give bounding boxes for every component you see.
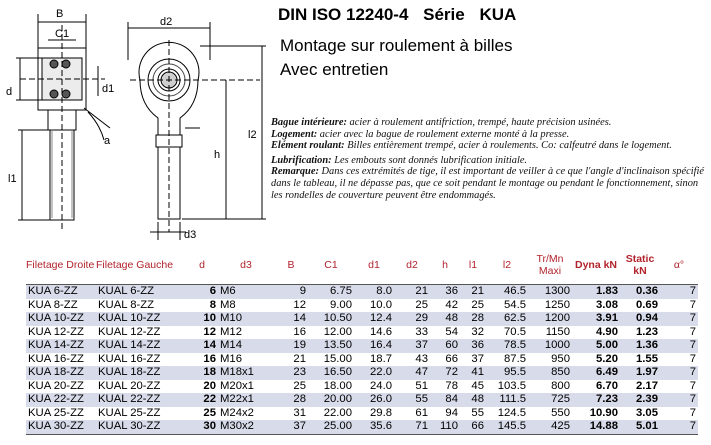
table-cell: 18	[186, 366, 218, 380]
col-static: Static kN	[625, 253, 655, 277]
table-cell: 1200	[528, 312, 572, 326]
table-cell: 78	[445, 379, 458, 392]
table-row	[26, 380, 698, 394]
table-cell: 14.6	[370, 325, 392, 338]
col-d2: d2	[406, 259, 418, 271]
table-cell: 14.88	[572, 420, 620, 434]
table-cell: 1000	[528, 339, 572, 353]
table-cell: 21	[394, 285, 430, 299]
table-cell: 21	[460, 285, 486, 299]
table-cell: KUA 8-ZZ	[28, 298, 78, 311]
subtitle-line-1: Montage sur roulement à billes	[280, 36, 513, 55]
table-cell: 37	[394, 339, 430, 353]
table-cell: 16.50	[308, 366, 354, 380]
table-cell: KUA 12-ZZ	[28, 325, 84, 338]
col-d3: d3	[240, 259, 252, 271]
table-cell: 110	[430, 420, 460, 434]
table-cell: 48	[460, 393, 486, 407]
table-cell: 10.0	[370, 298, 392, 311]
table-cell: 60	[430, 339, 460, 353]
table-cell: 32	[471, 325, 484, 338]
table-cell: 12	[203, 325, 216, 338]
table-cell: 70.5	[504, 325, 526, 338]
table-cell: 51	[415, 379, 428, 392]
table-row	[26, 312, 698, 326]
series-name: KUA	[479, 5, 517, 24]
table-cell: M14	[218, 339, 274, 353]
table-cell: 7.23	[572, 393, 620, 407]
table-cell: 124.5	[497, 406, 526, 419]
table-cell: 7	[660, 420, 698, 434]
table-cell: 41	[460, 366, 486, 380]
col-droite: Filetage Droite	[26, 259, 95, 271]
table-cell: KUAL 6-ZZ	[96, 285, 186, 299]
table-cell: KUA 22-ZZ	[26, 393, 96, 407]
table-cell: 9	[274, 285, 308, 299]
table-cell: KUA 6-ZZ	[26, 285, 96, 299]
table-cell: 1150	[545, 325, 570, 338]
table-cell: 0.69	[636, 298, 658, 311]
table-row	[26, 326, 698, 340]
table-cell: 22	[186, 393, 218, 407]
table-cell: 2.39	[620, 393, 660, 407]
table-cell: 28	[274, 393, 308, 407]
table-cell: 6	[186, 285, 218, 299]
table-cell: 3.08	[596, 298, 618, 311]
table-cell: KUAL 8-ZZ	[98, 298, 155, 311]
table-cell: 35.6	[354, 420, 394, 434]
table-cell: M12	[220, 325, 242, 338]
description-item: Remarque: Dans ces extrémités de tige, il est important de veiller à ce que l'angle d'inclinaison spécifié dans le tableau, il ne dépasse pas, que ce soit pendant le montage ou pendant le fonctionnement, sinon les rondelles de couverture peuvent être endommagés.	[271, 166, 704, 201]
table-cell: 78.5	[486, 339, 528, 353]
table-cell: 7	[660, 312, 698, 326]
table-cell: 1300	[528, 285, 572, 299]
table-cell: KUA 14-ZZ	[26, 339, 96, 353]
label-l2: l2	[248, 129, 257, 141]
table-cell: 111.5	[486, 393, 528, 407]
table-cell: 42	[445, 298, 458, 311]
table-cell: 12.00	[323, 325, 352, 338]
table-cell: M10	[218, 312, 274, 326]
table-cell: 5.01	[620, 420, 660, 434]
table-cell: 7	[689, 298, 696, 311]
table-cell: 7	[689, 379, 696, 392]
table-cell: 20.00	[308, 393, 354, 407]
table-cell: 54.5	[504, 298, 526, 311]
table-cell: 87.5	[504, 352, 526, 365]
table-cell: KUA 25-ZZ	[28, 406, 84, 419]
label-d3: d3	[184, 229, 197, 241]
col-speed: Tr/Mn Maxi	[536, 253, 564, 277]
table-row	[26, 366, 698, 380]
table-cell: KUAL 25-ZZ	[98, 406, 161, 419]
table-cell: 20	[203, 379, 216, 392]
table-cell: KUAL 16-ZZ	[98, 352, 161, 365]
table-cell: 45	[471, 379, 484, 392]
table-cell: KUA 30-ZZ	[26, 420, 96, 434]
table-cell: 36	[460, 339, 486, 353]
table-cell: 9.00	[330, 298, 352, 311]
label-d1: d1	[102, 83, 115, 95]
table-cell: 1250	[544, 298, 570, 311]
subtitle-line-2: Avec entretien	[280, 60, 389, 79]
description	[271, 117, 709, 201]
table-cell: 31	[293, 406, 306, 419]
table-cell: 1.55	[636, 352, 658, 365]
table-cell: 12	[293, 298, 306, 311]
label-C1: C1	[55, 28, 70, 40]
col-l1: l1	[468, 259, 478, 271]
col-dyna: Dyna kN	[574, 259, 617, 271]
table-cell: 13.50	[308, 339, 354, 353]
table-cell: M18x1	[218, 366, 274, 380]
series-label: Série	[423, 5, 465, 24]
col-d1: d1	[368, 259, 380, 271]
table-cell: 800	[551, 379, 570, 392]
description-item: Lubrification: Les embouts sont donnés lubrification initiale.	[271, 154, 528, 166]
table-cell: 26.0	[354, 393, 394, 407]
table-cell: M30x2	[218, 420, 274, 434]
col-h: h	[442, 259, 448, 271]
table-row	[26, 353, 698, 367]
label-alpha: a	[104, 135, 111, 147]
table-cell: 16	[203, 352, 216, 365]
table-cell: 61	[415, 406, 428, 419]
table-cell: 103.5	[497, 379, 526, 392]
table-cell: 43	[415, 352, 428, 365]
table-header-row	[26, 246, 698, 285]
table-cell: 6.49	[572, 366, 620, 380]
table-cell: KUAL 20-ZZ	[98, 379, 161, 392]
table-cell: 84	[430, 393, 460, 407]
table-cell: M22x1	[218, 393, 274, 407]
table-cell: M20x1	[220, 379, 254, 392]
table-cell: 72	[430, 366, 460, 380]
table-cell: M6	[218, 285, 274, 299]
table-cell: 145.5	[486, 420, 528, 434]
table-cell: 8.0	[354, 285, 394, 299]
table-cell: 16.4	[354, 339, 394, 353]
table-cell: 6.75	[308, 285, 354, 299]
table-cell: 5.00	[572, 339, 620, 353]
table-cell: 1.97	[620, 366, 660, 380]
table-cell: 10	[186, 312, 218, 326]
table-row	[26, 299, 698, 313]
table-cell: KUA 20-ZZ	[28, 379, 84, 392]
table-cell: KUA 16-ZZ	[28, 352, 84, 365]
table-cell: 33	[415, 325, 428, 338]
table-cell: 14	[186, 339, 218, 353]
table-cell: 7	[689, 406, 696, 419]
table-cell: 10.90	[589, 406, 618, 419]
table-cell: 14	[274, 312, 308, 326]
table-cell: KUAL 30-ZZ	[96, 420, 186, 434]
table-cell: 25	[293, 379, 306, 392]
table-cell: 29.8	[370, 406, 392, 419]
table-cell: 36	[430, 285, 460, 299]
table-cell: 46.5	[486, 285, 528, 299]
table-cell: 12.4	[354, 312, 394, 326]
table-cell: 23	[274, 366, 308, 380]
table-cell: 8	[209, 298, 216, 311]
table-cell: 3.91	[572, 312, 620, 326]
standard-name: DIN ISO 12240-4	[278, 5, 409, 24]
table-cell: 950	[551, 352, 570, 365]
table-cell: KUAL 14-ZZ	[96, 339, 186, 353]
table-row	[26, 339, 698, 353]
col-C1: C1	[324, 259, 338, 271]
description-item: Logement: acier avec la bague de roulement externe monté à la presse.	[271, 128, 570, 140]
table-cell: 7	[660, 393, 698, 407]
label-l1: l1	[8, 173, 17, 185]
table-cell: M16	[220, 352, 242, 365]
table-cell: 7	[689, 352, 696, 365]
description-item: Elément roulant: Billes entièrement trempé, acier à roulements. Co: calfeutré dans le logement.	[271, 140, 672, 152]
description-item: Bague intérieure: acier à roulement antifriction, trempé, haute précision usinées.	[271, 117, 612, 128]
table-cell: 2.17	[636, 379, 658, 392]
table-cell: KUA 10-ZZ	[26, 312, 96, 326]
table-cell: 3.05	[636, 406, 658, 419]
table-cell: 71	[394, 420, 430, 434]
table-cell: 28	[460, 312, 486, 326]
table-cell: 30	[186, 420, 218, 434]
table-cell: KUAL 12-ZZ	[98, 325, 161, 338]
table-row	[26, 393, 698, 407]
table-cell: 15.00	[323, 352, 352, 365]
table-cell: 850	[528, 366, 572, 380]
table-cell: 95.5	[486, 366, 528, 380]
table-cell: 54	[445, 325, 458, 338]
table-cell: KUAL 22-ZZ	[96, 393, 186, 407]
table-cell: 6.70	[596, 379, 618, 392]
table-cell: 18.00	[323, 379, 352, 392]
table-cell: 725	[528, 393, 572, 407]
table-cell: 21	[293, 352, 306, 365]
table-cell: 24.0	[370, 379, 392, 392]
table-cell: 18.7	[370, 352, 392, 365]
table-cell: 29	[394, 312, 430, 326]
table-cell: 25.00	[308, 420, 354, 434]
table-cell: 19	[274, 339, 308, 353]
table-cell: 25	[415, 298, 428, 311]
table-cell: 550	[551, 406, 570, 419]
table-cell: 7	[660, 285, 698, 299]
label-d: d	[6, 86, 13, 98]
table-row	[26, 285, 698, 299]
table-cell: 4.90	[596, 325, 618, 338]
table-row	[26, 407, 698, 421]
table-cell: 1.23	[636, 325, 658, 338]
table-cell: 55	[394, 393, 430, 407]
table-cell: 25	[203, 406, 216, 419]
table-cell: 425	[528, 420, 572, 434]
table-cell: 66	[460, 420, 486, 434]
table-cell: 22.0	[354, 366, 394, 380]
table-cell: 94	[445, 406, 458, 419]
table-cell: 66	[445, 352, 458, 365]
label-d2: d2	[160, 16, 173, 28]
col-d: d	[199, 259, 205, 271]
label-B: B	[56, 8, 64, 20]
spec-table	[26, 246, 698, 435]
label-h: h	[214, 149, 221, 161]
table-cell: KUAL 18-ZZ	[96, 366, 186, 380]
col-angle: α°	[673, 259, 685, 271]
table-cell: 7	[660, 339, 698, 353]
table-cell: 22.00	[323, 406, 352, 419]
table-cell: 48	[430, 312, 460, 326]
table-cell: KUA 18-ZZ	[26, 366, 96, 380]
table-cell: 0.36	[620, 285, 660, 299]
table-cell: 1.36	[620, 339, 660, 353]
table-row	[26, 420, 698, 434]
title	[278, 5, 526, 25]
table-cell: 62.5	[486, 312, 528, 326]
table-cell: 7	[689, 325, 696, 338]
technical-drawing	[0, 0, 270, 245]
table-cell: 25	[471, 298, 484, 311]
table-cell: 55	[471, 406, 484, 419]
table-cell: KUAL 10-ZZ	[96, 312, 186, 326]
table-cell: 0.94	[620, 312, 660, 326]
table-cell: 10.50	[308, 312, 354, 326]
table-cell: 16	[293, 325, 306, 338]
table-cell: M8	[220, 298, 236, 311]
table-cell: 7	[660, 366, 698, 380]
col-l2: l2	[502, 259, 512, 271]
table-cell: M24x2	[220, 406, 254, 419]
table-cell: 37	[471, 352, 484, 365]
table-cell: 1.83	[572, 285, 620, 299]
col-gauche: Filetage Gauche	[96, 259, 174, 271]
table-cell: 5.20	[596, 352, 618, 365]
table-cell: 47	[394, 366, 430, 380]
table-cell: 37	[274, 420, 308, 434]
col-B: B	[287, 259, 295, 271]
